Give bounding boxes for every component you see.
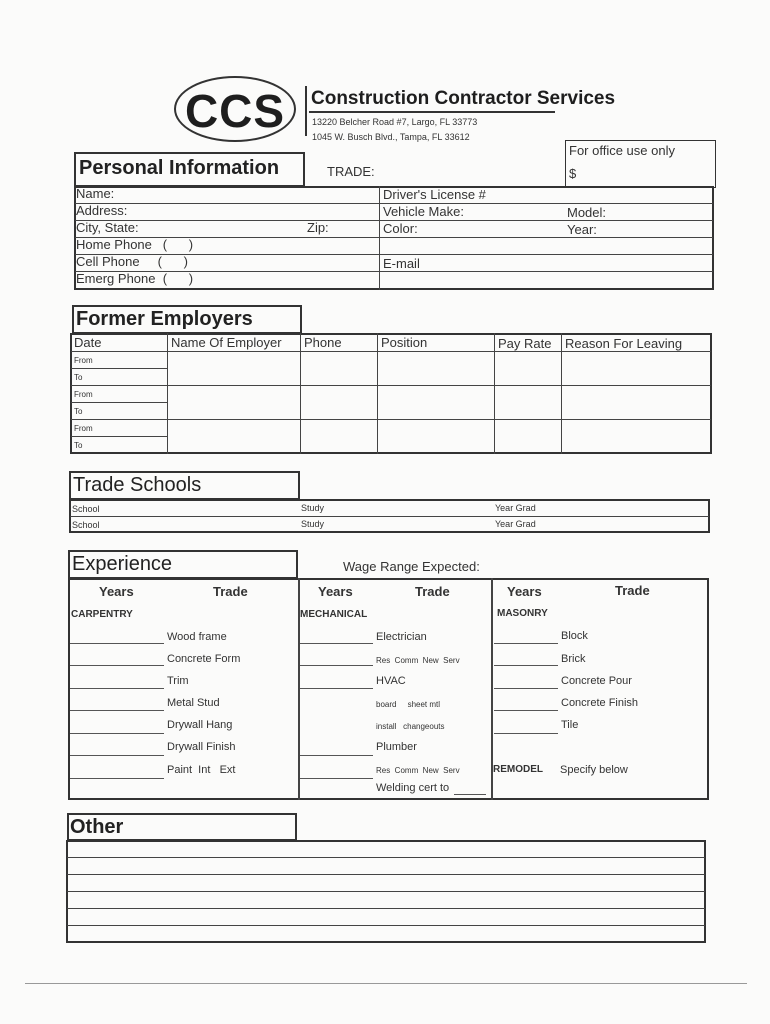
years-header: Years bbox=[318, 584, 353, 599]
mechanical-item: HVAC bbox=[376, 675, 406, 687]
experience-title: Experience bbox=[72, 553, 173, 575]
personal-divider bbox=[379, 186, 380, 290]
home-phone-label: Home Phone ( ) bbox=[76, 237, 194, 252]
years-blank bbox=[70, 755, 164, 756]
study-label: Study bbox=[301, 519, 325, 529]
col-employer: Name Of Employer bbox=[171, 335, 282, 350]
from-label: From bbox=[74, 390, 93, 399]
masonry-heading: MASONRY bbox=[497, 608, 548, 619]
specify-below-label: Specify below bbox=[560, 764, 628, 776]
welding-blank bbox=[454, 794, 486, 795]
masonry-item: Brick bbox=[561, 653, 586, 665]
mechanical-item: Plumber bbox=[376, 741, 417, 753]
wage-range-label: Wage Range Expected: bbox=[343, 559, 480, 574]
notes-line bbox=[67, 874, 705, 875]
years-header: Years bbox=[99, 584, 134, 599]
mechanical-item: board sheet mtl bbox=[376, 700, 441, 709]
carpentry-item: Metal Stud bbox=[167, 697, 220, 709]
mechanical-item: Res Comm New Serv bbox=[376, 766, 460, 775]
school-label: School bbox=[72, 520, 100, 530]
col-pay-rate: Pay Rate bbox=[498, 336, 552, 351]
header-line bbox=[71, 351, 711, 352]
from-label: From bbox=[74, 424, 93, 433]
years-blank bbox=[494, 710, 558, 711]
years-blank bbox=[70, 778, 164, 779]
address-line-1: 13220 Belcher Road #7, Largo, FL 33773 bbox=[312, 117, 478, 127]
notes-line bbox=[67, 857, 705, 858]
header-divider bbox=[305, 86, 307, 136]
employers-title: Former Employers bbox=[76, 308, 253, 330]
row-line bbox=[71, 385, 711, 386]
from-label: From bbox=[74, 356, 93, 365]
trade-header: Trade bbox=[615, 583, 650, 598]
masonry-item: Block bbox=[561, 630, 588, 642]
other-title: Other bbox=[70, 816, 124, 838]
cell-phone-label: Cell Phone ( ) bbox=[76, 254, 188, 269]
welding-cert-label: Welding cert to bbox=[376, 782, 450, 794]
mechanical-item: Electrician bbox=[376, 631, 427, 643]
row-line bbox=[71, 419, 711, 420]
to-label: To bbox=[74, 407, 83, 416]
trade-header: Trade bbox=[213, 584, 248, 599]
company-logo bbox=[174, 76, 296, 142]
to-label: To bbox=[74, 373, 83, 382]
years-blank bbox=[70, 643, 164, 644]
zip-label: Zip: bbox=[307, 220, 329, 235]
office-dollar: $ bbox=[569, 166, 577, 181]
years-blank bbox=[70, 688, 164, 689]
years-blank bbox=[300, 688, 373, 689]
vehicle-make-label: Vehicle Make: bbox=[383, 204, 464, 219]
year-label: Year: bbox=[567, 222, 597, 237]
drivers-license-label: Driver's License # bbox=[383, 187, 486, 202]
mechanical-item: Res Comm New Serv bbox=[376, 656, 460, 665]
years-blank bbox=[300, 755, 373, 756]
sub-line bbox=[71, 436, 167, 437]
office-use-label: For office use only bbox=[569, 143, 675, 158]
carpentry-item: Concrete Form bbox=[167, 653, 241, 665]
to-label: To bbox=[74, 441, 83, 450]
carpentry-item: Drywall Finish bbox=[167, 741, 236, 753]
years-header: Years bbox=[507, 584, 542, 599]
masonry-item: Tile bbox=[561, 719, 579, 731]
carpentry-item: Trim bbox=[167, 675, 189, 687]
year-grad-label: Year Grad bbox=[495, 503, 536, 513]
emerg-phone-label: Emerg Phone ( ) bbox=[76, 271, 194, 286]
masonry-item: Concrete Finish bbox=[561, 697, 639, 709]
sub-line bbox=[71, 368, 167, 369]
years-blank bbox=[494, 665, 558, 666]
name-label: Name: bbox=[76, 186, 115, 201]
years-blank bbox=[70, 733, 164, 734]
masonry-item: Concrete Pour bbox=[561, 675, 632, 687]
years-blank bbox=[300, 665, 373, 666]
years-blank bbox=[70, 665, 164, 666]
mechanical-item: install changeouts bbox=[376, 722, 445, 731]
carpentry-item: Drywall Hang bbox=[167, 719, 233, 731]
carpentry-heading: CARPENTRY bbox=[71, 609, 133, 620]
study-label: Study bbox=[301, 503, 325, 513]
notes-line bbox=[67, 925, 705, 926]
email-label: E-mail bbox=[383, 256, 420, 271]
personal-info-title: Personal Information bbox=[79, 157, 280, 179]
col-reason: Reason For Leaving bbox=[565, 336, 683, 351]
notes-line bbox=[67, 891, 705, 892]
model-label: Model: bbox=[567, 205, 607, 220]
logo-text: CCS bbox=[184, 85, 286, 137]
mechanical-heading: MECHANICAL bbox=[300, 609, 368, 620]
color-label: Color: bbox=[383, 221, 418, 236]
company-underline bbox=[309, 111, 555, 113]
row-line bbox=[70, 516, 709, 517]
carpentry-item: Paint Int Ext bbox=[167, 764, 236, 776]
years-blank bbox=[300, 778, 373, 779]
trade-header: Trade bbox=[415, 584, 450, 599]
sub-line bbox=[71, 402, 167, 403]
years-blank bbox=[70, 710, 164, 711]
city-state-label: City, State: bbox=[76, 220, 139, 235]
col-date: Date bbox=[74, 335, 102, 350]
years-blank bbox=[494, 733, 558, 734]
address-label: Address: bbox=[76, 203, 128, 218]
scan-edge-line bbox=[25, 983, 747, 984]
years-blank bbox=[494, 643, 558, 644]
trade-label: TRADE: bbox=[327, 164, 375, 179]
years-blank bbox=[494, 688, 558, 689]
col-phone: Phone bbox=[304, 335, 342, 350]
years-blank bbox=[300, 643, 373, 644]
carpentry-item: Wood frame bbox=[167, 631, 227, 643]
address-line-2: 1045 W. Busch Blvd., Tampa, FL 33612 bbox=[312, 132, 470, 142]
school-label: School bbox=[72, 504, 100, 514]
schools-title: Trade Schools bbox=[73, 474, 202, 496]
year-grad-label: Year Grad bbox=[495, 519, 536, 529]
col-position: Position bbox=[381, 335, 428, 350]
company-name: Construction Contractor Services bbox=[311, 88, 616, 109]
remodel-heading: REMODEL bbox=[493, 764, 543, 775]
notes-line bbox=[67, 908, 705, 909]
